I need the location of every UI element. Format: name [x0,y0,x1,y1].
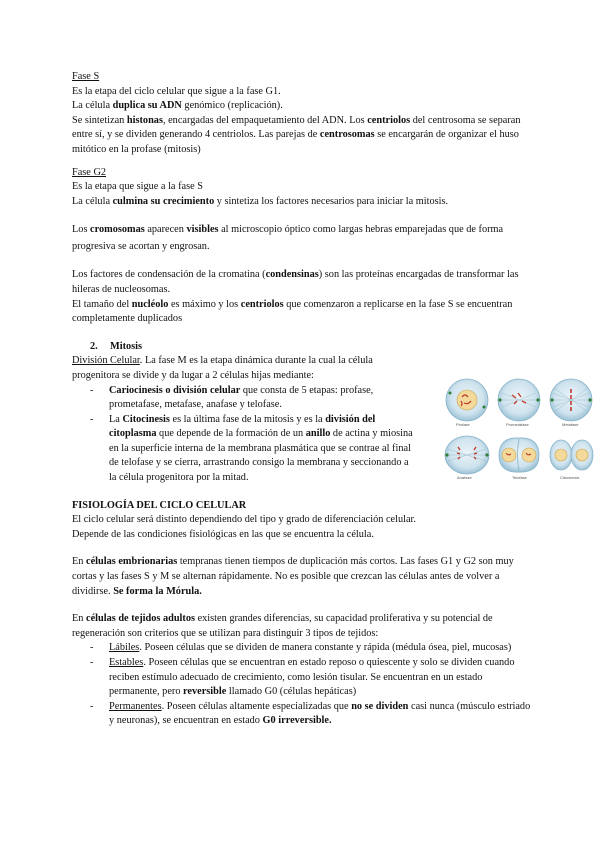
nucleolo-paragraph: El tamaño del nucléolo es máximo y los centriolos que comenzaron a replicarse en la fase S se encuentran completamente duplicados [72,298,513,325]
fig-label-citocinesis: Citocinesis [560,475,580,480]
list-item: - Estables. Poseen células que se encuentran en estado reposo o quiescente y solo se dividen cuando reciben estímulo adecuado de crecimiento, como lesión tisular. Se encuentran en un estado permanente, pero reversible llamado G0 (células hepáticas) [72,656,532,700]
mitosis-intro: División Celular. La fase M es la etapa dinámica durante la cual la célula progenitora se divide y da lugar a 2 células hijas mediante: [72,355,373,381]
fisiologia-line2: Depende de las condiciones fisiológicas en las que se encuentra la célula. [72,528,374,540]
fig-label-telofase: Telofase [512,475,527,480]
telofase-cell [499,438,539,480]
mitosis-phases-figure [442,373,597,483]
list-item: - La Citocinesis es la última fase de la mitosis y es la división del citoplasma que depende de la formación de un anillo de actina y miosina en la superficie interna de la membrana plasmática que se contrae al final de telofase y se cierra, arrastrando consigo la membrana y seccionando a la célula progenitora por la mitad. [72,413,417,486]
list-item: - Cariocinesis o división celular que consta de 5 etapas: profase, prometafase, metafase, anafase y telofase. [72,384,417,413]
metafase-cell [550,379,592,427]
fisiologia-line1: El ciclo celular será distinto dependiendo del tipo y grado de diferenciación celular. [72,514,416,526]
anafase-cell [445,436,489,480]
embrionarias-paragraph: En células embrionarias tempranas tienen tiempos de duplicación más cortos. Las fases G1 y G2 son muy cortas y las fases S y M se alternan rápidamente. No es posible que crezcan las células antes de volver a dividirse. Se forma la Mórula. [72,556,514,597]
list-item: - Permanentes. Poseen células altamente especializadas que no se dividen casi nunca (músculo estriado y neuronas), se encuentran en estado G0 irreversible. [72,700,532,729]
mitosis-diagram [442,373,597,483]
fig-label-prometafase: Prometafase [506,422,529,427]
cromosomas-paragraph: Los cromosomas aparecen visibles al microscopio óptico como largas hebras emparejadas que de forma progresiva se acortan y engrosan. [72,224,504,252]
fase-s-line1: Es la etapa del ciclo celular que sigue a la fase G1. [72,85,281,97]
tejidos-list [72,641,532,729]
fig-label-metafase: Metafase [562,422,579,427]
adultos-paragraph: En células de tejidos adultos existen grandes diferencias, su capacidad proliferativa y su potencial de regeneración son criterios que se utilizan para distinguir 3 tipos de tejidos: [72,613,493,639]
condensinas-paragraph: Los factores de condensación de la cromatina (condensinas) son las proteínas encargadas de transformar las hileras de nucleosomas. [72,269,519,295]
fisiologia-heading: FISIOLOGÍA DEL CICLO CELULAR [72,499,247,511]
profase-cell [446,379,488,427]
prometafase-cell [498,379,540,427]
citocinesis-cell [550,440,593,480]
fase-g2-line1: Es la etapa que sigue a la fase S [72,181,203,193]
fase-g2-line2: La célula culmina su crecimiento y sintetiza los factores necesarios para iniciar la mitosis. [72,195,449,207]
fase-s-paragraph: Se sintetizan histonas, encargadas del empaquetamiento del ADN. Los centriolos del centrosoma se separan entre sí, y se dividen generando 4 centriolos. Las parejas de centrosomas se encargarán de organizar el huso mitótico en la profase (mitosis) [72,114,521,155]
fig-label-profase: Profase [456,422,470,427]
mitosis-heading: 2. Mitosis [90,340,143,352]
fig-label-anafase: Anafase [457,475,472,480]
fase-s-heading: Fase S [72,71,100,82]
fase-s-line2: La célula duplica su ADN genómico (replicación). [72,100,283,112]
mitosis-list [72,384,417,486]
list-item: - Lábiles. Poseen células que se dividen de manera constante y rápida (médula ósea, piel, mucosas) [72,641,532,656]
fase-g2-heading: Fase G2 [72,166,107,178]
